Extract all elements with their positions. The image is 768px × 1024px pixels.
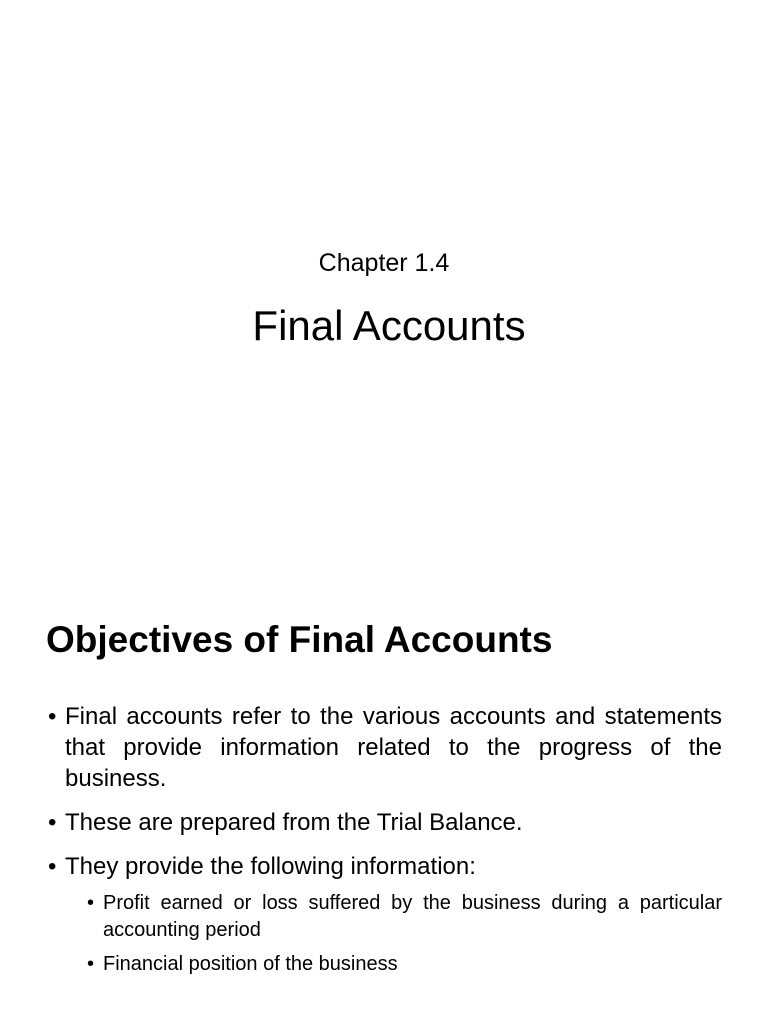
objectives-slide [0, 576, 768, 1024]
bullet-text: These are prepared from the Trial Balance. [65, 809, 523, 836]
bullet-icon: • [87, 953, 95, 975]
bullet-text: They provide the following information: [65, 853, 476, 880]
slide-title: Final Accounts [252, 302, 526, 349]
sub-bullet-list [65, 890, 722, 978]
sub-bullet-item [84, 890, 722, 944]
bullet-icon: • [48, 703, 57, 730]
bullet-icon: • [48, 809, 57, 836]
bullet-icon: • [87, 892, 95, 914]
objectives-bullet-list [46, 701, 722, 991]
bullet-item [46, 807, 722, 838]
bullet-item [46, 701, 722, 794]
objectives-heading: Objectives of Final Accounts [46, 619, 553, 660]
chapter-subtitle: Chapter 1.4 [318, 249, 450, 277]
bullet-text: Final accounts refer to the various accounts and statements that provide information related to the progress of the business. [65, 703, 722, 792]
sub-bullet-text: Financial position of the business [103, 953, 398, 975]
bullet-item [46, 851, 722, 978]
sub-bullet-text: Profit earned or loss suffered by the business during a particular accounting period [103, 892, 722, 941]
sub-bullet-item [84, 951, 722, 978]
bullet-icon: • [48, 853, 57, 880]
